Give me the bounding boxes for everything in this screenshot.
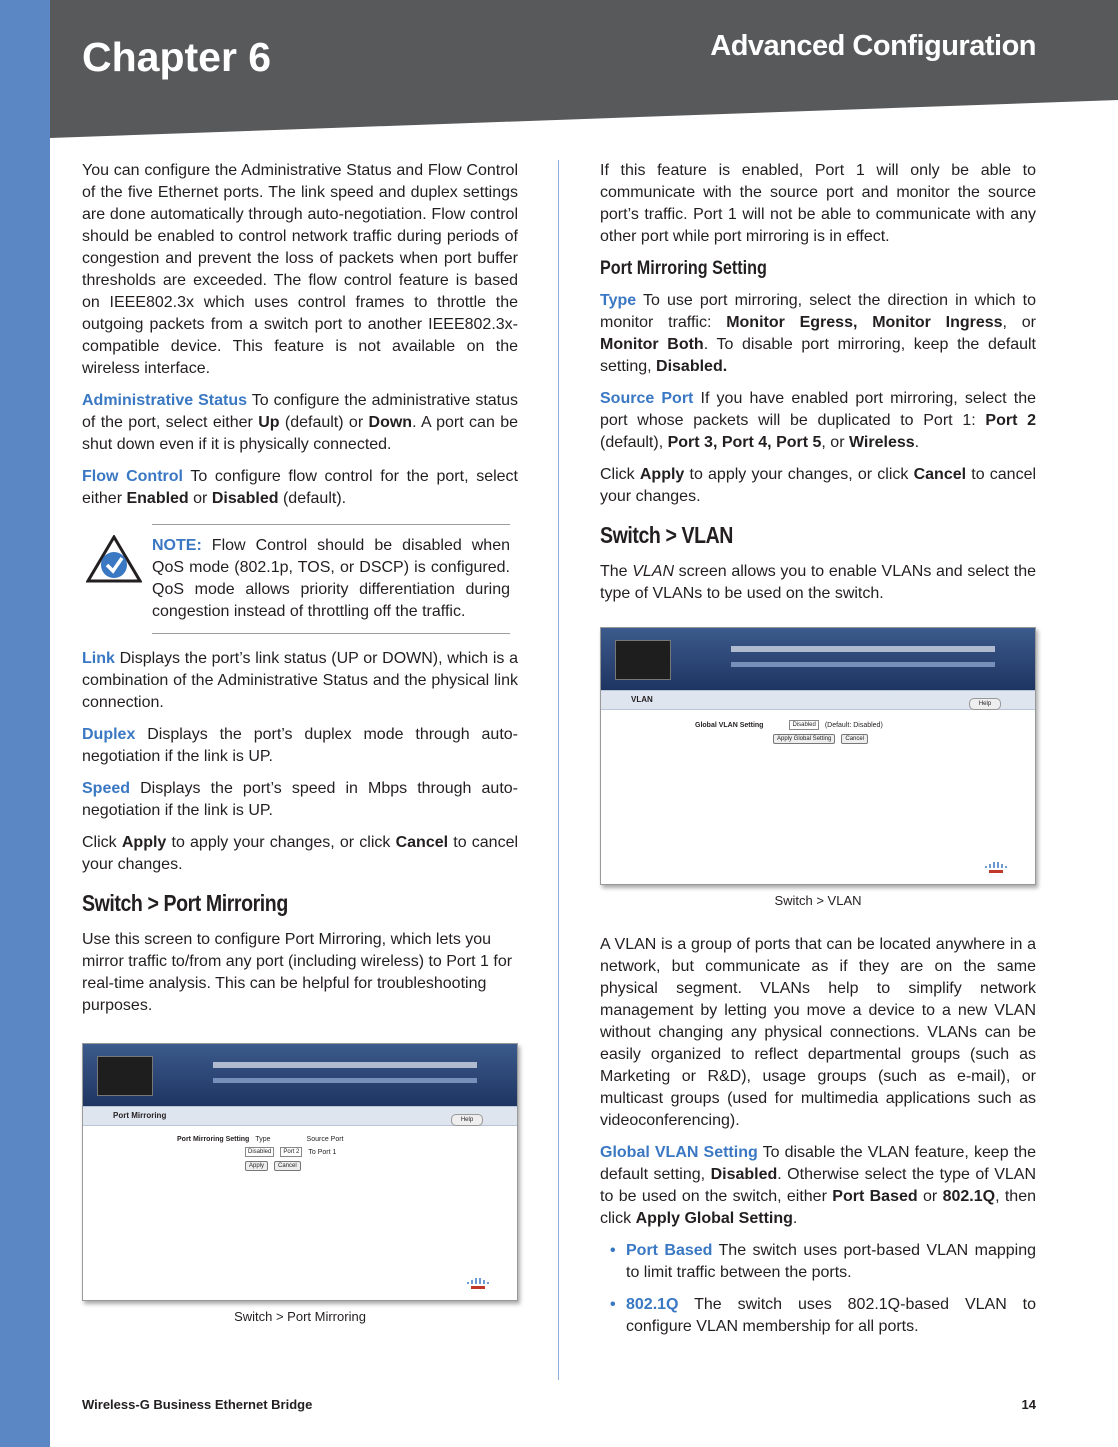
- source-col: Source Port: [306, 1136, 344, 1143]
- setting-label: Global VLAN Setting: [695, 721, 764, 729]
- list-item: [600, 1294, 1036, 1338]
- brand-logo: [615, 640, 671, 680]
- speed-term: Speed: [82, 780, 131, 797]
- column-divider: [558, 160, 559, 1380]
- port-mirroring-screenshot: [82, 1043, 518, 1301]
- setting-label: Port Mirroring Setting: [177, 1136, 250, 1143]
- text: To disable the VLAN feature, keep the default setting,: [600, 1144, 1036, 1183]
- bullet-term: 802.1Q: [626, 1296, 679, 1313]
- apply-cancel-paragraph: [600, 464, 1036, 508]
- text: . Otherwise select the type of VLAN to be used on the switch, either: [600, 1166, 1037, 1205]
- text: (default) or: [279, 414, 369, 431]
- brand-logo: [97, 1056, 153, 1096]
- help-button: Help: [451, 1114, 483, 1126]
- flow-control-term: Flow Control: [82, 468, 183, 485]
- text: To use port mirroring, select the direction in which to monitor traffic:: [600, 292, 1036, 331]
- note-box: [152, 524, 510, 634]
- note-text: [152, 535, 510, 623]
- text: or: [917, 1188, 943, 1205]
- port-based-option: Port Based: [832, 1188, 918, 1205]
- vlan-select: Disabled: [789, 720, 818, 730]
- text: . A port can be shut down even if it is physically connected.: [82, 414, 518, 453]
- screenshot-page-bar: Port Mirroring: [83, 1106, 517, 1126]
- side-color-bar: [0, 0, 50, 1447]
- text: to apply your changes, or click: [166, 834, 396, 851]
- screenshot-nav: [213, 1062, 477, 1068]
- text: screen allows you to enable VLANs and select the type of VLANs to be used on the switch.: [600, 563, 1036, 602]
- text: Displays the port’s link status (UP or DOWN), which is a combination of the Administrative Status and the physical link connection.: [82, 650, 518, 711]
- default-note: (Default: Disabled): [824, 721, 883, 729]
- global-vlan-paragraph: [600, 1142, 1036, 1230]
- vlan-screen-name: VLAN: [632, 563, 675, 580]
- type-options: Monitor Egress, Monitor Ingress: [726, 314, 1003, 331]
- page-number: 14: [1021, 1397, 1036, 1412]
- text: to apply your changes, or click: [684, 466, 914, 483]
- port-mirroring-heading: Switch > Port Mirroring: [82, 890, 288, 916]
- vlan-type-list: [600, 1240, 1036, 1338]
- bullet-term: Port Based: [626, 1242, 713, 1259]
- left-column: [82, 160, 518, 1324]
- screenshot-row: [695, 720, 1035, 730]
- screenshot-body: [601, 710, 1035, 744]
- cancel-button: Cancel: [274, 1161, 301, 1171]
- footer-product: Wireless-G Business Ethernet Bridge: [82, 1397, 313, 1412]
- screenshot-subnav: [731, 662, 995, 667]
- apply-global-button: Apply Global Setting: [773, 734, 835, 744]
- screenshot-row: [177, 1147, 517, 1157]
- to-port-label: To Port 1: [308, 1148, 337, 1156]
- port2-option: Port 2: [985, 412, 1037, 429]
- apply-global-label: Apply Global Setting: [635, 1210, 793, 1227]
- cisco-logo-icon: [465, 1276, 491, 1290]
- text: , then click: [600, 1188, 1036, 1227]
- apply-button: Apply: [245, 1161, 268, 1171]
- global-vlan-term: Global VLAN Setting: [600, 1144, 758, 1161]
- admin-status-term: Administrative Status: [82, 392, 248, 409]
- text: Flow Control should be disabled when QoS mode (802.1p, TOS, or DSCP) is configured. QoS mode allows priority differentiation during congestion instead of throttling off the traffic.: [152, 537, 510, 620]
- text: , or: [821, 434, 849, 451]
- text: Click: [600, 466, 640, 483]
- screenshot-nav: [731, 646, 995, 652]
- text: If you have enabled port mirroring, select the port whose packets will be duplicated to Port 1:: [600, 390, 1037, 429]
- text: to cancel your changes.: [82, 834, 519, 873]
- port-mirroring-caption: Switch > Port Mirroring: [234, 1309, 366, 1324]
- right-column: [600, 160, 1036, 1348]
- text: The switch uses port-based VLAN mapping to limit traffic between the ports.: [626, 1242, 1036, 1281]
- screenshot-row: [177, 1136, 517, 1143]
- speed-paragraph: [82, 778, 518, 822]
- cancel-button: Cancel: [841, 734, 868, 744]
- flow-control-paragraph: [82, 466, 518, 510]
- down-option: Down: [368, 414, 413, 431]
- vlan-description: A VLAN is a group of ports that can be located anywhere in a network, but communicate as if they are on the same physical segment. VLANs help to simplify network management by letting you move a device to a new VLAN without changing any physical connections. VLANs can be easily organized to reflect departmental groups (such as Marketing or R&D), usage groups (such as e-mail), or multicast groups (used for multimedia applications such as videoconferencing).: [600, 936, 1036, 1129]
- text: The switch uses 802.1Q-based VLAN to configure VLAN membership for all ports.: [626, 1296, 1036, 1335]
- text: Displays the port’s duplex mode through auto-negotiation if the link is UP.: [82, 726, 518, 765]
- 8021q-option: 802.1Q: [942, 1188, 996, 1205]
- list-item: [600, 1240, 1036, 1284]
- vlan-intro: [600, 561, 1036, 605]
- source-select: Port 2: [280, 1147, 302, 1157]
- vlan-heading: Switch > VLAN: [600, 522, 733, 548]
- text: or: [188, 490, 212, 507]
- screenshot-row: [177, 1161, 517, 1171]
- screenshot-header: [601, 628, 1035, 690]
- text: .: [792, 1210, 798, 1227]
- text: , or: [1002, 314, 1036, 331]
- vlan-screenshot: [600, 627, 1036, 885]
- text: . To disable port mirroring, keep the default setting,: [600, 336, 1037, 375]
- apply-label: Apply: [639, 466, 685, 483]
- screenshot-body: [83, 1126, 517, 1171]
- apply-cancel-paragraph: [82, 832, 518, 876]
- cancel-label: Cancel: [395, 834, 449, 851]
- disabled-option: Disabled: [710, 1166, 778, 1183]
- text: to cancel your changes.: [600, 466, 1037, 505]
- type-select: Disabled: [245, 1147, 274, 1157]
- admin-status-paragraph: [82, 390, 518, 456]
- screenshot-page-bar: VLAN: [601, 690, 1035, 710]
- source-port-paragraph: [600, 388, 1036, 454]
- monitor-both-option: Monitor Both: [600, 336, 704, 353]
- port-mirroring-intro: Use this screen to configure Port Mirroring, which lets you mirror traffic to/from any port (including wireless) to Port 1 for real-time analysis. This can be helpful for troubleshooting purposes.: [82, 931, 513, 1014]
- enabled-option: Enabled: [126, 490, 189, 507]
- section-title: Advanced Configuration: [710, 30, 1036, 62]
- screenshot-subnav: [213, 1078, 477, 1083]
- port-mirroring-continued: If this feature is enabled, Port 1 will only be able to communicate with the source port and monitor the source port’s traffic. Port 1 will not be able to communicate with any other port while port mirroring is in effect.: [600, 162, 1036, 245]
- type-term: Type: [600, 292, 637, 309]
- header-slant: [50, 100, 1118, 145]
- note-label: NOTE:: [152, 537, 202, 554]
- apply-label: Apply: [121, 834, 167, 851]
- intro-paragraph: You can configure the Administrative Status and Flow Control of the five Ethernet ports. The link speed and duplex settings are done automatically through auto-negotiation. Flow control should be enabled to control network traffic during periods of congestion and prevent the loss of packets when port buffer thresholds are exceeded. The flow control feature is based on IEEE802.3x which uses control frames to throttle the outgoing packets from a switch port to another IEEE802.3x-compatible device. This feature is not available on the wireless interface.: [82, 162, 518, 377]
- cancel-label: Cancel: [913, 466, 967, 483]
- wireless-option: Wireless: [848, 434, 915, 451]
- text: The: [600, 563, 633, 580]
- text: To configure flow control for the port, select either: [82, 468, 518, 507]
- disabled-option: Disabled: [211, 490, 279, 507]
- duplex-term: Duplex: [82, 726, 136, 743]
- vlan-caption: Switch > VLAN: [774, 893, 862, 908]
- checkmark-icon: [86, 535, 142, 583]
- link-paragraph: [82, 648, 518, 714]
- text: Click: [82, 834, 122, 851]
- screenshot-header: [83, 1044, 517, 1106]
- disabled-option: Disabled.: [656, 358, 728, 375]
- type-col: Type: [255, 1136, 271, 1143]
- port-options: Port 3, Port 4, Port 5: [667, 434, 822, 451]
- up-option: Up: [258, 414, 280, 431]
- duplex-paragraph: [82, 724, 518, 768]
- text: .: [914, 434, 920, 451]
- cisco-logo-icon: [983, 860, 1009, 874]
- chapter-title: Chapter 6: [82, 34, 272, 80]
- help-button: Help: [969, 698, 1001, 710]
- screenshot-row: [695, 734, 1035, 744]
- source-port-term: Source Port: [600, 390, 694, 407]
- type-paragraph: [600, 290, 1036, 378]
- link-term: Link: [82, 650, 115, 667]
- text: Displays the port’s speed in Mbps through auto-negotiation if the link is UP.: [82, 780, 518, 819]
- port-mirroring-setting-heading: Port Mirroring Setting: [600, 258, 767, 279]
- text: To configure the administrative status of the port, select either: [82, 392, 519, 431]
- text: (default).: [278, 490, 347, 507]
- text: (default),: [600, 434, 668, 451]
